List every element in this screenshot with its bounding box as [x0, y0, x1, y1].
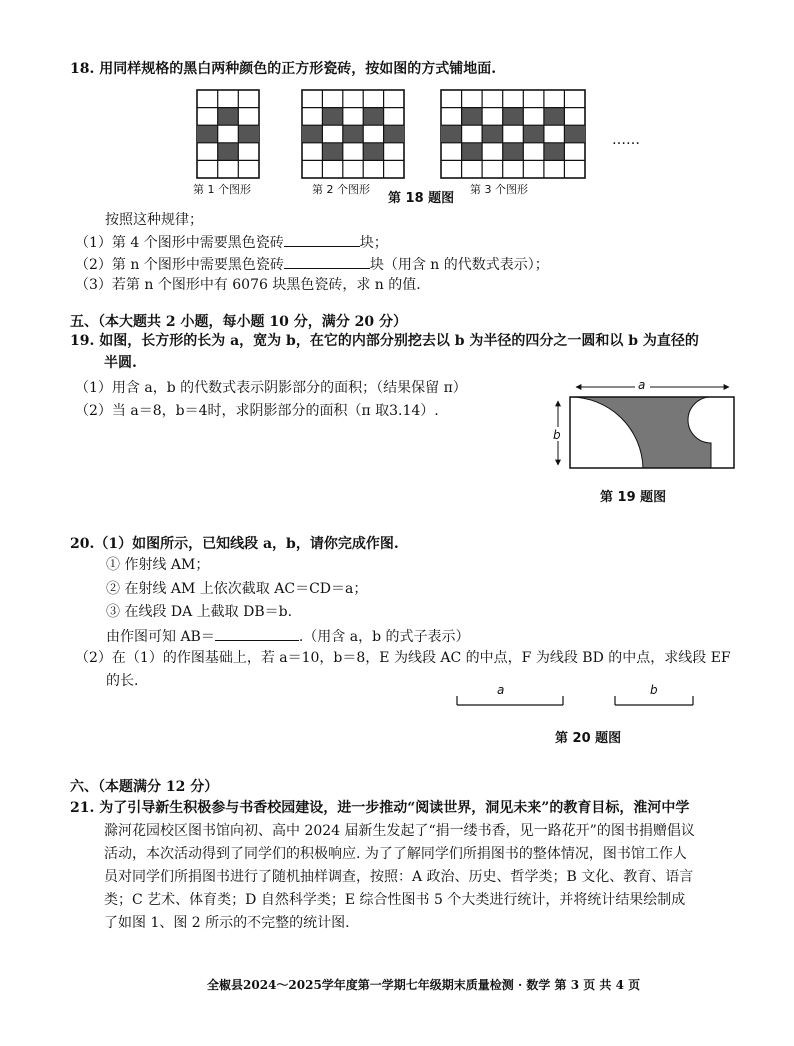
- section-5-heading: 五、（本大题共 2 小题，每小题 10 分，满分 20 分）: [70, 314, 407, 330]
- q18-part1-answer-blank[interactable]: [284, 232, 360, 247]
- q21-line1: 21. 为了引导新生积极参与书香校园建设，进一步推动“阅读世界，洞见未来”的教育目标，淮河中学: [70, 800, 690, 816]
- q20-figure-caption: 第 20 题图: [555, 731, 622, 746]
- q21-line6: 了如图 1、图 2 所示的不完整的统计图.: [104, 915, 350, 931]
- q18-intro: 按照这种规律；: [105, 212, 203, 228]
- page-footer: 全椒县2024～2025学年度第一学期七年级期末质量检测 · 数学 第 3 页 共 4 页: [207, 978, 641, 992]
- q20-label-b: b: [650, 683, 658, 697]
- q18-figure-2: [302, 90, 404, 178]
- q20-part2-line2: 的长.: [106, 673, 139, 689]
- q20-ab-answer-blank[interactable]: [215, 626, 299, 641]
- q18-part2-answer-blank[interactable]: [284, 254, 370, 269]
- q19-part2: （2）当 a＝8，b＝4时，求阴影部分的面积（π 取3.14）.: [75, 403, 439, 419]
- q18-figure-1: [197, 90, 259, 178]
- q20-step3: ③ 在线段 DA 上截取 DB＝b.: [106, 604, 293, 620]
- q20-part1-stem: 20.（1）如图所示，已知线段 a，b，请你完成作图.: [70, 536, 399, 552]
- q21-line2: 滁河花园校区图书馆向初、高中 2024 届新生发起了“捐一缕书香，见一路花开”的图书捐赠倡议: [104, 823, 695, 839]
- q20-step1: ① 作射线 AM；: [106, 557, 210, 573]
- q20-segment-a: [456, 695, 564, 707]
- q18-part2-suffix: 块（用含 n 的代数式表示）；: [369, 257, 549, 273]
- q18-part1-text: （1）第 4 个图形中需要黑色瓷砖: [75, 235, 284, 251]
- q18-part3: （3）若第 n 个图形中有 6076 块黑色瓷砖，求 n 的值.: [75, 277, 421, 293]
- q18-part1: [75, 232, 388, 252]
- q18-figure-caption: 第 18 题图: [388, 191, 455, 206]
- q20-step4-suffix: .（用含 a，b 的式子表示）: [298, 629, 470, 645]
- q18-fig2-label: 第 2 个图形: [312, 183, 370, 196]
- q18-part1-suffix: 块；: [359, 235, 388, 251]
- q18-part2: [75, 254, 549, 274]
- q19-figure-caption: 第 19 题图: [600, 490, 667, 505]
- q21-line5: 类；C 艺术、体育类；D 自然科学类；E 综合性图书 5 个大类进行统计，并将统计结果绘制成: [104, 892, 686, 908]
- q20-step4: [106, 626, 470, 646]
- q20-step4-text: 由作图可知 AB＝: [106, 629, 215, 645]
- q19-label-a: a: [638, 378, 646, 392]
- section-6-heading: 六、（本题满分 12 分）: [70, 779, 219, 795]
- q20-part2-line1: （2）在（1）的作图基础上，若 a＝10，b＝8，E 为线段 AC 的中点，F 为线段 BD 的中点，求线段 EF: [75, 650, 731, 666]
- q19-stem-line2: 半圆.: [104, 355, 137, 371]
- q18-stem: 18. 用同样规格的黑白两种颜色的正方形瓷砖，按如图的方式铺地面.: [70, 61, 497, 77]
- q18-figure-3: [441, 90, 585, 178]
- q19-stem-line1: 19. 如图，长方形的长为 a，宽为 b，在它的内部分别挖去以 b 为半径的四分之一圆和以 b 为直径的: [70, 333, 699, 349]
- q19-label-b: b: [553, 428, 561, 442]
- q21-line3: 活动，本次活动得到了同学们的积极响应. 为了了解同学们所捐图书的整体情况，图书馆工作人: [104, 846, 687, 862]
- q18-part2-text: （2）第 n 个图形中需要黑色瓷砖: [75, 257, 284, 273]
- q18-fig1-label: 第 1 个图形: [193, 183, 251, 196]
- q21-line4: 员对同学们所捐图书进行了随机抽样调查，按照：A 政治、历史、哲学类；B 文化、教育、语言: [104, 869, 694, 885]
- q20-label-a: a: [497, 683, 505, 697]
- q18-fig3-label: 第 3 个图形: [470, 183, 528, 196]
- q19-part1: （1）用含 a，b 的代数式表示阴影部分的面积；（结果保留 π）: [75, 380, 467, 396]
- q20-step2: ② 在射线 AM 上依次截取 AC＝CD＝a；: [106, 581, 368, 597]
- q18-ellipsis: ……: [612, 132, 640, 148]
